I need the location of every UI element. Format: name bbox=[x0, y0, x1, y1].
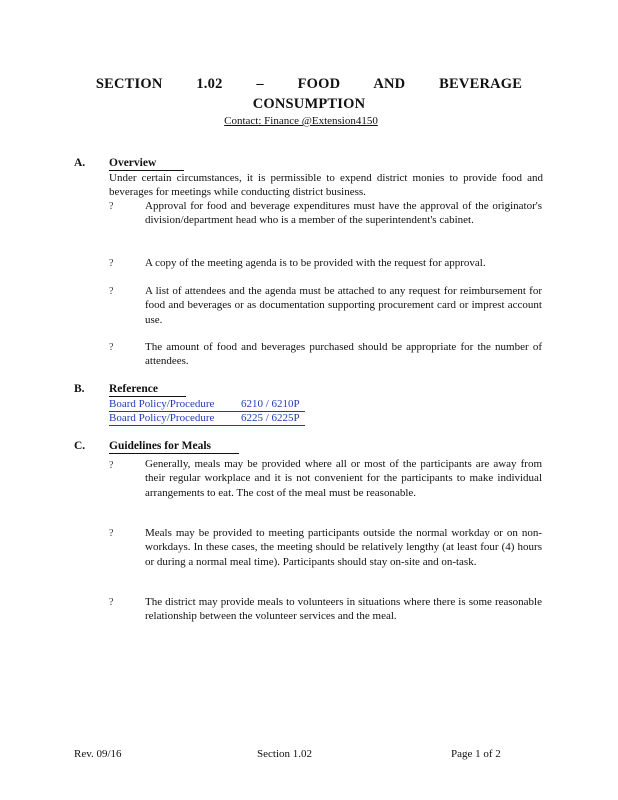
bullet-marker: ? bbox=[109, 342, 114, 353]
contact-line: Contact: Finance @Extension4150 bbox=[224, 115, 378, 127]
footer-section: Section 1.02 bbox=[257, 748, 312, 760]
bullet-marker: ? bbox=[109, 258, 114, 269]
section-c-heading: Guidelines for Meals bbox=[109, 440, 239, 454]
policy-link-6225[interactable]: Board Policy/Procedure 6225 / 6225P bbox=[109, 411, 305, 426]
page-title-continued: CONSUMPTION bbox=[252, 96, 366, 112]
section-a-letter: A. bbox=[74, 157, 86, 169]
overview-bullet-3: A list of attendees and the agenda must be attached to any request for reimbursement for food and beverages or as documentation supporting procurement card or imprest account use. bbox=[145, 285, 542, 326]
overview-bullet-4: The amount of food and beverages purchased should be appropriate for the number of attendees. bbox=[145, 341, 542, 368]
page-title: SECTION 1.02 – FOOD AND BEVERAGE bbox=[95, 76, 523, 92]
footer-page-number: Page 1 of 2 bbox=[451, 748, 501, 760]
overview-bullet-1: Approval for food and beverage expenditures must have the approval of the originator's division/department head who is a member of the superintendent's cabinet. bbox=[145, 200, 542, 227]
guideline-bullet-3: The district may provide meals to volunteers in situations where there is some reasonable relationship between the volunteer services and the meal. bbox=[145, 596, 542, 623]
overview-bullet-2: A copy of the meeting agenda is to be provided with the request for approval. bbox=[145, 257, 486, 269]
section-b-heading: Reference bbox=[109, 383, 186, 397]
bullet-marker: ? bbox=[109, 460, 114, 471]
footer-revision: Rev. 09/16 bbox=[74, 748, 122, 760]
bullet-marker: ? bbox=[109, 528, 114, 539]
guideline-bullet-1: Generally, meals may be provided where all or most of the participants are away from their regular workplace and it is not convenient for the participants to make individual arrangements to eat. The cost of the meal must be reasonable. bbox=[145, 458, 542, 499]
section-a-intro: Under certain circumstances, it is permissible to expend district monies to provide food and beverages for meetings while conducting district business. bbox=[109, 172, 543, 199]
bullet-marker: ? bbox=[109, 201, 114, 212]
bullet-marker: ? bbox=[109, 597, 114, 608]
policy-link-6210[interactable]: Board Policy/Procedure 6210 / 6210P bbox=[109, 397, 305, 412]
section-b-letter: B. bbox=[74, 383, 85, 395]
section-c-letter: C. bbox=[74, 440, 86, 452]
guideline-bullet-2: Meals may be provided to meeting participants outside the normal workday or on non-workdays. In these cases, the meeting should be relatively lengthy (at least four (4) hours or during a normal meal time). Participants should stay on-site and on-task. bbox=[145, 527, 542, 568]
section-a-heading: Overview bbox=[109, 157, 184, 171]
bullet-marker: ? bbox=[109, 286, 114, 297]
